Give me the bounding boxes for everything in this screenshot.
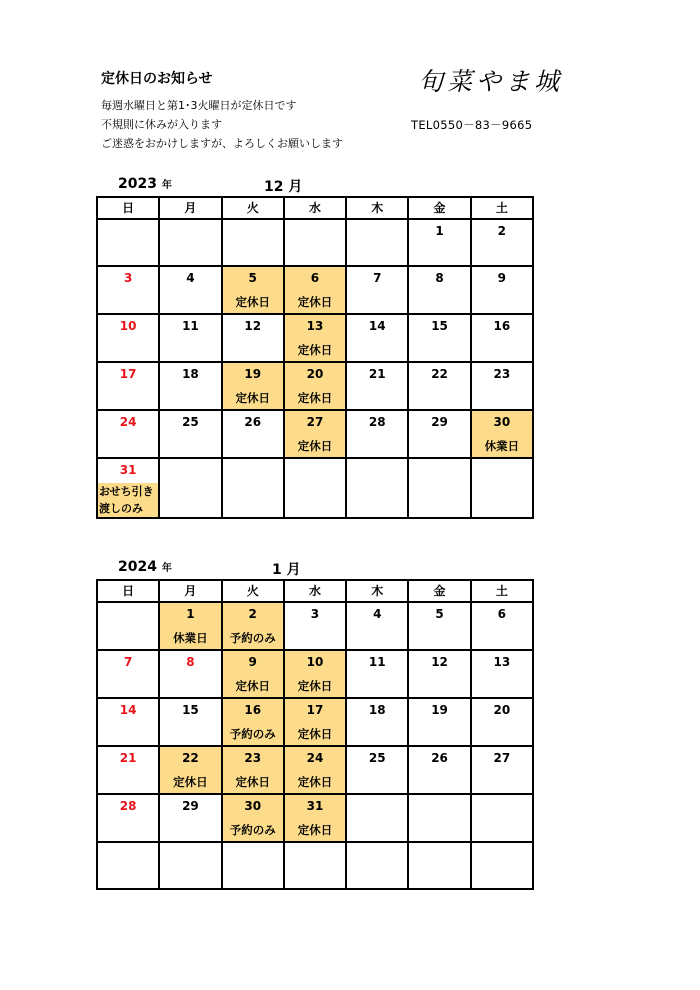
day-cell xyxy=(284,698,346,746)
week-row xyxy=(97,842,533,889)
day-cell xyxy=(408,362,470,410)
day-cell xyxy=(159,746,221,794)
day-number: 14 xyxy=(119,703,137,717)
day-note: 定休日 xyxy=(235,295,270,309)
weekday-header: 日 xyxy=(97,197,159,219)
day-number: 4 xyxy=(186,271,195,285)
day-cell xyxy=(346,794,408,842)
day-number xyxy=(409,843,469,867)
day-cell xyxy=(346,842,408,889)
day-cell xyxy=(284,314,346,362)
day-number xyxy=(223,220,283,244)
weekday-header: 木 xyxy=(346,580,408,602)
day-number: 16 xyxy=(244,703,262,717)
day-cell xyxy=(97,650,159,698)
day-note: 休業日 xyxy=(484,439,520,453)
day-cell xyxy=(346,266,408,314)
day-number: 14 xyxy=(368,319,386,333)
month-unit: 月 xyxy=(288,179,303,195)
day-number xyxy=(409,459,469,483)
day-cell xyxy=(159,314,221,362)
weekday-header: 月 xyxy=(159,197,221,219)
calendar-month-label xyxy=(272,559,301,579)
week-row xyxy=(97,794,533,842)
day-cell xyxy=(471,698,533,746)
day-number: 19 xyxy=(244,367,262,381)
day-number xyxy=(223,459,283,483)
day-cell xyxy=(159,698,221,746)
day-cell xyxy=(284,219,346,266)
day-cell xyxy=(222,410,284,458)
day-number: 10 xyxy=(306,655,324,669)
day-number xyxy=(347,220,407,244)
shop-tel: TEL0550－83－9665 xyxy=(411,118,533,132)
day-number: 21 xyxy=(368,367,386,381)
day-cell xyxy=(284,266,346,314)
day-number: 18 xyxy=(182,367,199,381)
day-number: 19 xyxy=(431,703,448,717)
day-cell xyxy=(222,219,284,266)
day-number: 26 xyxy=(431,751,448,765)
day-number: 11 xyxy=(368,655,386,669)
day-number xyxy=(223,843,283,867)
week-row xyxy=(97,650,533,698)
day-cell xyxy=(222,602,284,650)
year-value: 2023 xyxy=(118,176,157,192)
day-cell xyxy=(222,794,284,842)
day-cell xyxy=(97,362,159,410)
day-cell xyxy=(471,362,533,410)
day-cell xyxy=(408,698,470,746)
day-cell xyxy=(222,314,284,362)
day-note: 定休日 xyxy=(297,343,333,357)
day-cell xyxy=(471,266,533,314)
day-cell xyxy=(97,602,159,650)
notice-title: 定休日のお知らせ xyxy=(101,71,213,87)
weekday-header: 火 xyxy=(222,197,284,219)
day-cell xyxy=(159,842,221,889)
day-number: 4 xyxy=(373,607,382,621)
day-note: 定休日 xyxy=(235,391,270,405)
day-cell xyxy=(222,266,284,314)
week-row xyxy=(97,362,533,410)
day-number: 29 xyxy=(431,415,448,429)
day-cell xyxy=(346,362,408,410)
day-number: 21 xyxy=(119,751,137,765)
day-number: 5 xyxy=(435,607,444,621)
calendar-january-2024 xyxy=(96,579,534,890)
day-number: 7 xyxy=(373,271,382,285)
month-value: 1 xyxy=(272,562,282,578)
calendar-year-label xyxy=(118,176,172,192)
day-cell xyxy=(97,794,159,842)
notice-line: ご迷惑をおかけしますが、よろしくお願いします xyxy=(101,137,343,150)
week-row xyxy=(97,602,533,650)
weekday-header: 月 xyxy=(159,580,221,602)
day-number: 15 xyxy=(431,319,448,333)
day-number xyxy=(98,843,158,867)
day-number xyxy=(160,843,220,867)
week-row xyxy=(97,266,533,314)
day-cell xyxy=(97,266,159,314)
day-number: 30 xyxy=(493,415,511,429)
day-number: 11 xyxy=(182,319,199,333)
day-number xyxy=(98,220,158,244)
day-cell xyxy=(408,314,470,362)
day-number: 27 xyxy=(306,415,324,429)
day-cell xyxy=(284,410,346,458)
weekday-header: 金 xyxy=(408,580,470,602)
day-number: 12 xyxy=(431,655,448,669)
day-cell xyxy=(97,746,159,794)
day-note: 休業日 xyxy=(173,631,208,645)
day-cell xyxy=(284,746,346,794)
day-number: 26 xyxy=(244,415,262,429)
day-cell xyxy=(408,650,470,698)
day-number xyxy=(285,843,345,867)
day-number xyxy=(347,843,407,867)
day-number: 30 xyxy=(244,799,262,813)
day-note: 定休日 xyxy=(297,775,333,789)
day-cell xyxy=(471,410,533,458)
day-cell xyxy=(408,410,470,458)
weekday-header: 金 xyxy=(408,197,470,219)
day-number: 24 xyxy=(119,415,137,429)
day-cell xyxy=(284,842,346,889)
day-cell xyxy=(159,458,221,518)
day-number: 10 xyxy=(119,319,137,333)
weekday-header-row xyxy=(97,580,533,602)
year-unit: 年 xyxy=(161,563,172,574)
day-cell xyxy=(346,314,408,362)
calendar-month-label xyxy=(264,176,302,196)
day-cell xyxy=(222,458,284,518)
day-cell xyxy=(284,458,346,518)
day-number: 25 xyxy=(368,751,386,765)
day-number: 8 xyxy=(435,271,444,285)
day-number xyxy=(285,220,345,244)
day-number: 24 xyxy=(306,751,324,765)
day-number: 29 xyxy=(182,799,199,813)
day-number xyxy=(409,795,469,819)
week-row xyxy=(97,746,533,794)
week-row xyxy=(97,410,533,458)
day-number: 6 xyxy=(310,271,320,285)
day-number: 22 xyxy=(431,367,448,381)
day-number xyxy=(347,459,407,483)
day-number: 23 xyxy=(493,367,511,381)
weekday-header: 土 xyxy=(471,197,533,219)
weekday-header: 木 xyxy=(346,197,408,219)
day-number xyxy=(472,843,532,867)
day-number: 9 xyxy=(497,271,507,285)
day-number: 27 xyxy=(493,751,511,765)
day-number: 23 xyxy=(244,751,262,765)
day-note: 定休日 xyxy=(297,295,333,309)
day-cell xyxy=(346,219,408,266)
year-unit: 年 xyxy=(161,180,172,191)
day-number: 18 xyxy=(368,703,386,717)
day-cell xyxy=(159,794,221,842)
day-cell xyxy=(471,794,533,842)
weekday-header: 火 xyxy=(222,580,284,602)
day-cell xyxy=(222,746,284,794)
day-cell xyxy=(284,362,346,410)
day-cell xyxy=(159,602,221,650)
day-number: 2 xyxy=(497,224,507,238)
calendar-year-label xyxy=(118,559,172,575)
day-cell xyxy=(159,410,221,458)
shop-name-logo: 旬菜やま城 xyxy=(418,67,564,96)
day-cell xyxy=(346,458,408,518)
day-cell xyxy=(346,746,408,794)
day-cell xyxy=(346,602,408,650)
day-cell xyxy=(408,602,470,650)
day-cell xyxy=(159,266,221,314)
day-cell xyxy=(346,410,408,458)
day-number: 13 xyxy=(493,655,511,669)
day-number: 9 xyxy=(248,655,257,669)
day-cell xyxy=(408,219,470,266)
day-number: 28 xyxy=(119,799,137,813)
day-number: 6 xyxy=(497,607,507,621)
day-number: 13 xyxy=(306,319,324,333)
day-cell xyxy=(471,650,533,698)
day-number xyxy=(347,795,407,819)
day-number: 31 xyxy=(306,799,324,813)
weekday-header: 土 xyxy=(471,580,533,602)
day-number: 17 xyxy=(119,367,137,381)
day-number: 2 xyxy=(248,607,257,621)
notice-line: 毎週水曜日と第1･3火曜日が定休日です xyxy=(101,99,297,112)
day-cell xyxy=(471,314,533,362)
day-number: 12 xyxy=(244,319,262,333)
day-number xyxy=(160,220,220,244)
day-cell xyxy=(222,650,284,698)
day-number: 22 xyxy=(182,751,199,765)
day-number: 3 xyxy=(310,607,320,621)
day-cell xyxy=(284,602,346,650)
day-cell xyxy=(97,314,159,362)
day-cell xyxy=(471,842,533,889)
day-cell xyxy=(471,458,533,518)
day-cell xyxy=(97,458,159,518)
week-row xyxy=(97,219,533,266)
day-cell xyxy=(97,410,159,458)
day-cell xyxy=(97,698,159,746)
day-note: 予約のみ xyxy=(229,631,276,645)
day-note: 定休日 xyxy=(297,679,333,693)
day-number: 8 xyxy=(186,655,195,669)
month-unit: 月 xyxy=(286,562,301,578)
day-note-line: おせち引き xyxy=(99,485,154,498)
day-cell xyxy=(159,219,221,266)
notice-line: 不規則に休みが入ります xyxy=(101,118,222,131)
day-note: 定休日 xyxy=(173,775,208,789)
day-number: 28 xyxy=(368,415,386,429)
day-cell xyxy=(471,746,533,794)
day-cell xyxy=(346,698,408,746)
day-number xyxy=(285,459,345,483)
day-note: 定休日 xyxy=(235,679,270,693)
day-number: 1 xyxy=(435,224,444,238)
day-cell xyxy=(97,219,159,266)
day-cell xyxy=(284,650,346,698)
day-note: 定休日 xyxy=(235,775,270,789)
day-note xyxy=(98,483,158,517)
day-cell xyxy=(408,458,470,518)
day-number: 15 xyxy=(182,703,199,717)
day-cell xyxy=(159,650,221,698)
day-number: 3 xyxy=(123,271,133,285)
day-number xyxy=(160,459,220,483)
day-note: 予約のみ xyxy=(229,727,276,741)
day-number xyxy=(98,603,158,627)
month-value: 12 xyxy=(264,179,284,195)
weekday-header: 日 xyxy=(97,580,159,602)
day-cell xyxy=(222,362,284,410)
day-cell xyxy=(471,602,533,650)
week-row xyxy=(97,698,533,746)
week-row xyxy=(97,314,533,362)
day-cell xyxy=(408,794,470,842)
weekday-header: 水 xyxy=(284,197,346,219)
day-note: 定休日 xyxy=(297,391,333,405)
day-cell xyxy=(97,842,159,889)
weekday-header: 水 xyxy=(284,580,346,602)
calendar-december-2023 xyxy=(96,196,534,519)
day-cell xyxy=(408,842,470,889)
day-number xyxy=(472,795,532,819)
day-cell xyxy=(346,650,408,698)
day-number: 1 xyxy=(186,607,195,621)
day-number: 17 xyxy=(306,703,324,717)
day-cell xyxy=(159,362,221,410)
day-cell xyxy=(471,219,533,266)
day-number: 31 xyxy=(119,463,137,477)
year-value: 2024 xyxy=(118,559,157,575)
day-number: 25 xyxy=(182,415,199,429)
day-cell xyxy=(408,746,470,794)
day-note: 予約のみ xyxy=(229,823,276,837)
weekday-header-row xyxy=(97,197,533,219)
day-cell xyxy=(222,698,284,746)
day-note: 定休日 xyxy=(297,823,333,837)
day-note: 定休日 xyxy=(297,727,333,741)
day-cell xyxy=(222,842,284,889)
day-cell xyxy=(408,266,470,314)
day-cell xyxy=(284,794,346,842)
day-number: 5 xyxy=(248,271,257,285)
day-number: 16 xyxy=(493,319,511,333)
day-number: 20 xyxy=(493,703,511,717)
day-number: 7 xyxy=(123,655,133,669)
day-number xyxy=(472,459,532,483)
day-note-line: 渡しのみ xyxy=(99,502,143,515)
day-number: 20 xyxy=(306,367,324,381)
day-note: 定休日 xyxy=(297,439,333,453)
week-row xyxy=(97,458,533,518)
